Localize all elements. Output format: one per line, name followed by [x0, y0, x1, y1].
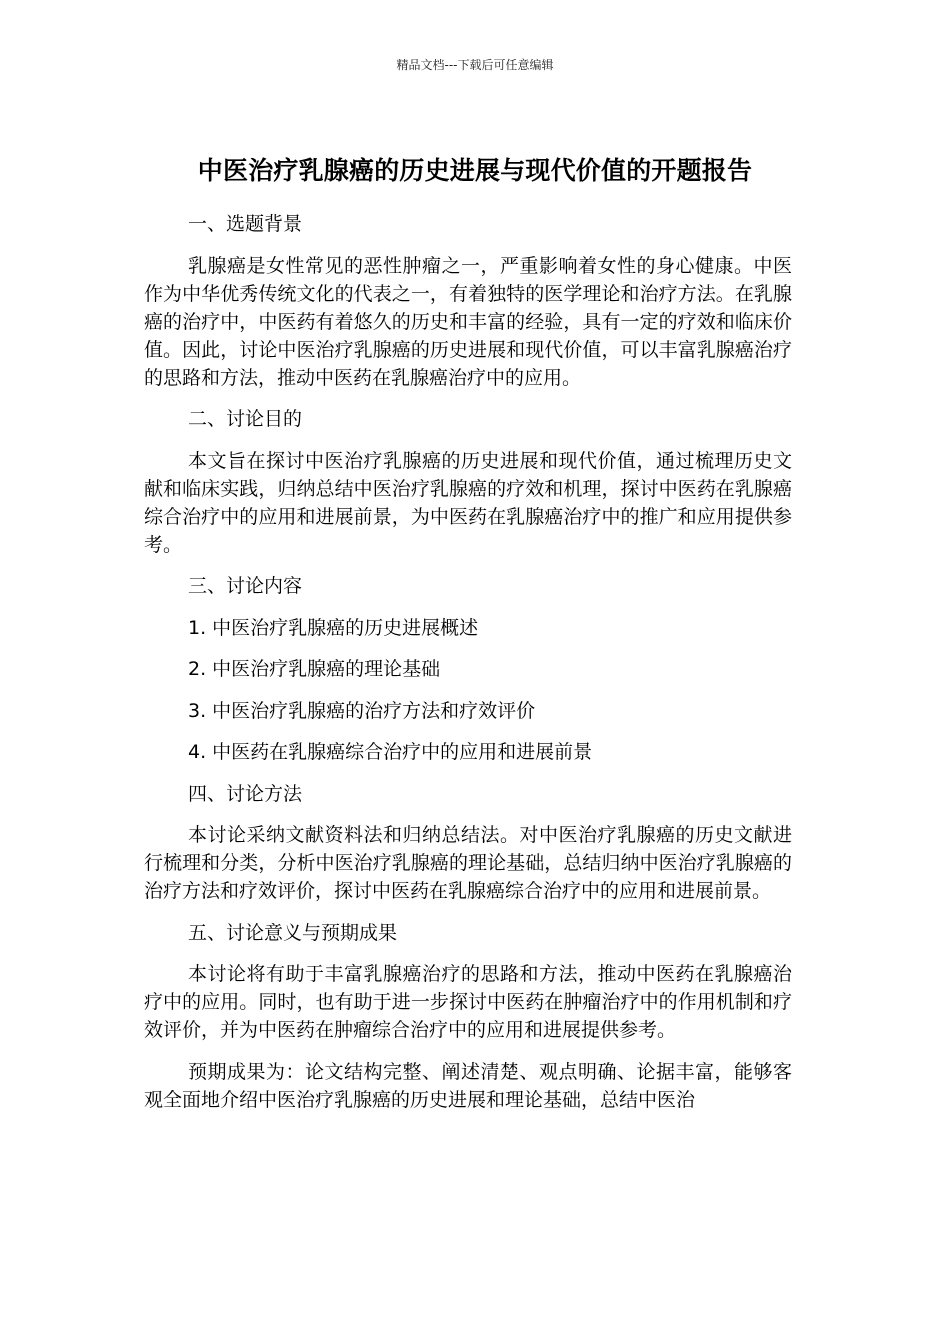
content-list-item: 1. 中医治疗乳腺癌的历史进展概述: [188, 616, 479, 639]
paragraph-method: 本讨论采纳文献资料法和归纳总结法。对中医治疗乳腺癌的历史文献进行梳理和分类，分析中医治疗乳腺癌的理论基础，总结归纳中医治疗乳腺癌的治疗方法和疗效评价，探讨中医药在乳腺癌综合治疗中的应用和进展前景。: [144, 824, 792, 902]
header-note: 精品文档---下载后可任意编辑: [396, 58, 554, 72]
content-list-item: 2. 中医治疗乳腺癌的理论基础: [188, 658, 441, 680]
document-body: [144, 210, 792, 1127]
paragraph-background: 乳腺癌是女性常见的恶性肿瘤之一，严重影响着女性的身心健康。中医作为中华优秀传统文化的代表之一，有着独特的医学理论和治疗方法。在乳腺癌的治疗中，中医药有着悠久的历史和丰富的经验，具有一定的疗效和临床价值。因此，讨论中医治疗乳腺癌的历史进展和现代价值，可以丰富乳腺癌治疗的思路和方法，推动中医药在乳腺癌治疗中的应用。: [144, 254, 792, 389]
paragraph-significance: 本讨论将有助于丰富乳腺癌治疗的思路和方法，推动中医药在乳腺癌治疗中的应用。同时，也有助于进一步探讨中医药在肿瘤治疗中的作用机制和疗效评价，并为中医药在肿瘤综合治疗中的应用和进展提供参考。: [144, 963, 792, 1041]
section-heading-method: 四、讨论方法: [188, 782, 303, 805]
section-heading-background: 一、选题背景: [188, 213, 303, 235]
section-heading-significance: 五、讨论意义与预期成果: [188, 921, 398, 944]
section-heading-purpose: 二、讨论目的: [188, 408, 303, 430]
content-list-item: 3. 中医治疗乳腺癌的治疗方法和疗效评价: [188, 699, 536, 722]
paragraph-purpose: 本文旨在探讨中医治疗乳腺癌的历史进展和现代价值，通过梳理历史文献和临床实践，归纳总结中医治疗乳腺癌的疗效和机理，探讨中医药在乳腺癌综合治疗中的应用和进展前景，为中医药在乳腺癌治疗中的推广和应用提供参考。: [144, 449, 792, 556]
section-heading-content: 三、讨论内容: [188, 575, 303, 597]
page-title: 中医治疗乳腺癌的历史进展与现代价值的开题报告: [197, 155, 753, 185]
content-list-item: 4. 中医药在乳腺癌综合治疗中的应用和进展前景: [188, 741, 593, 763]
paragraph-expected-results: 预期成果为：论文结构完整、阐述清楚、观点明确、论据丰富，能够客观全面地介绍中医治疗乳腺癌的历史进展和理论基础，总结中医治: [144, 1060, 792, 1111]
